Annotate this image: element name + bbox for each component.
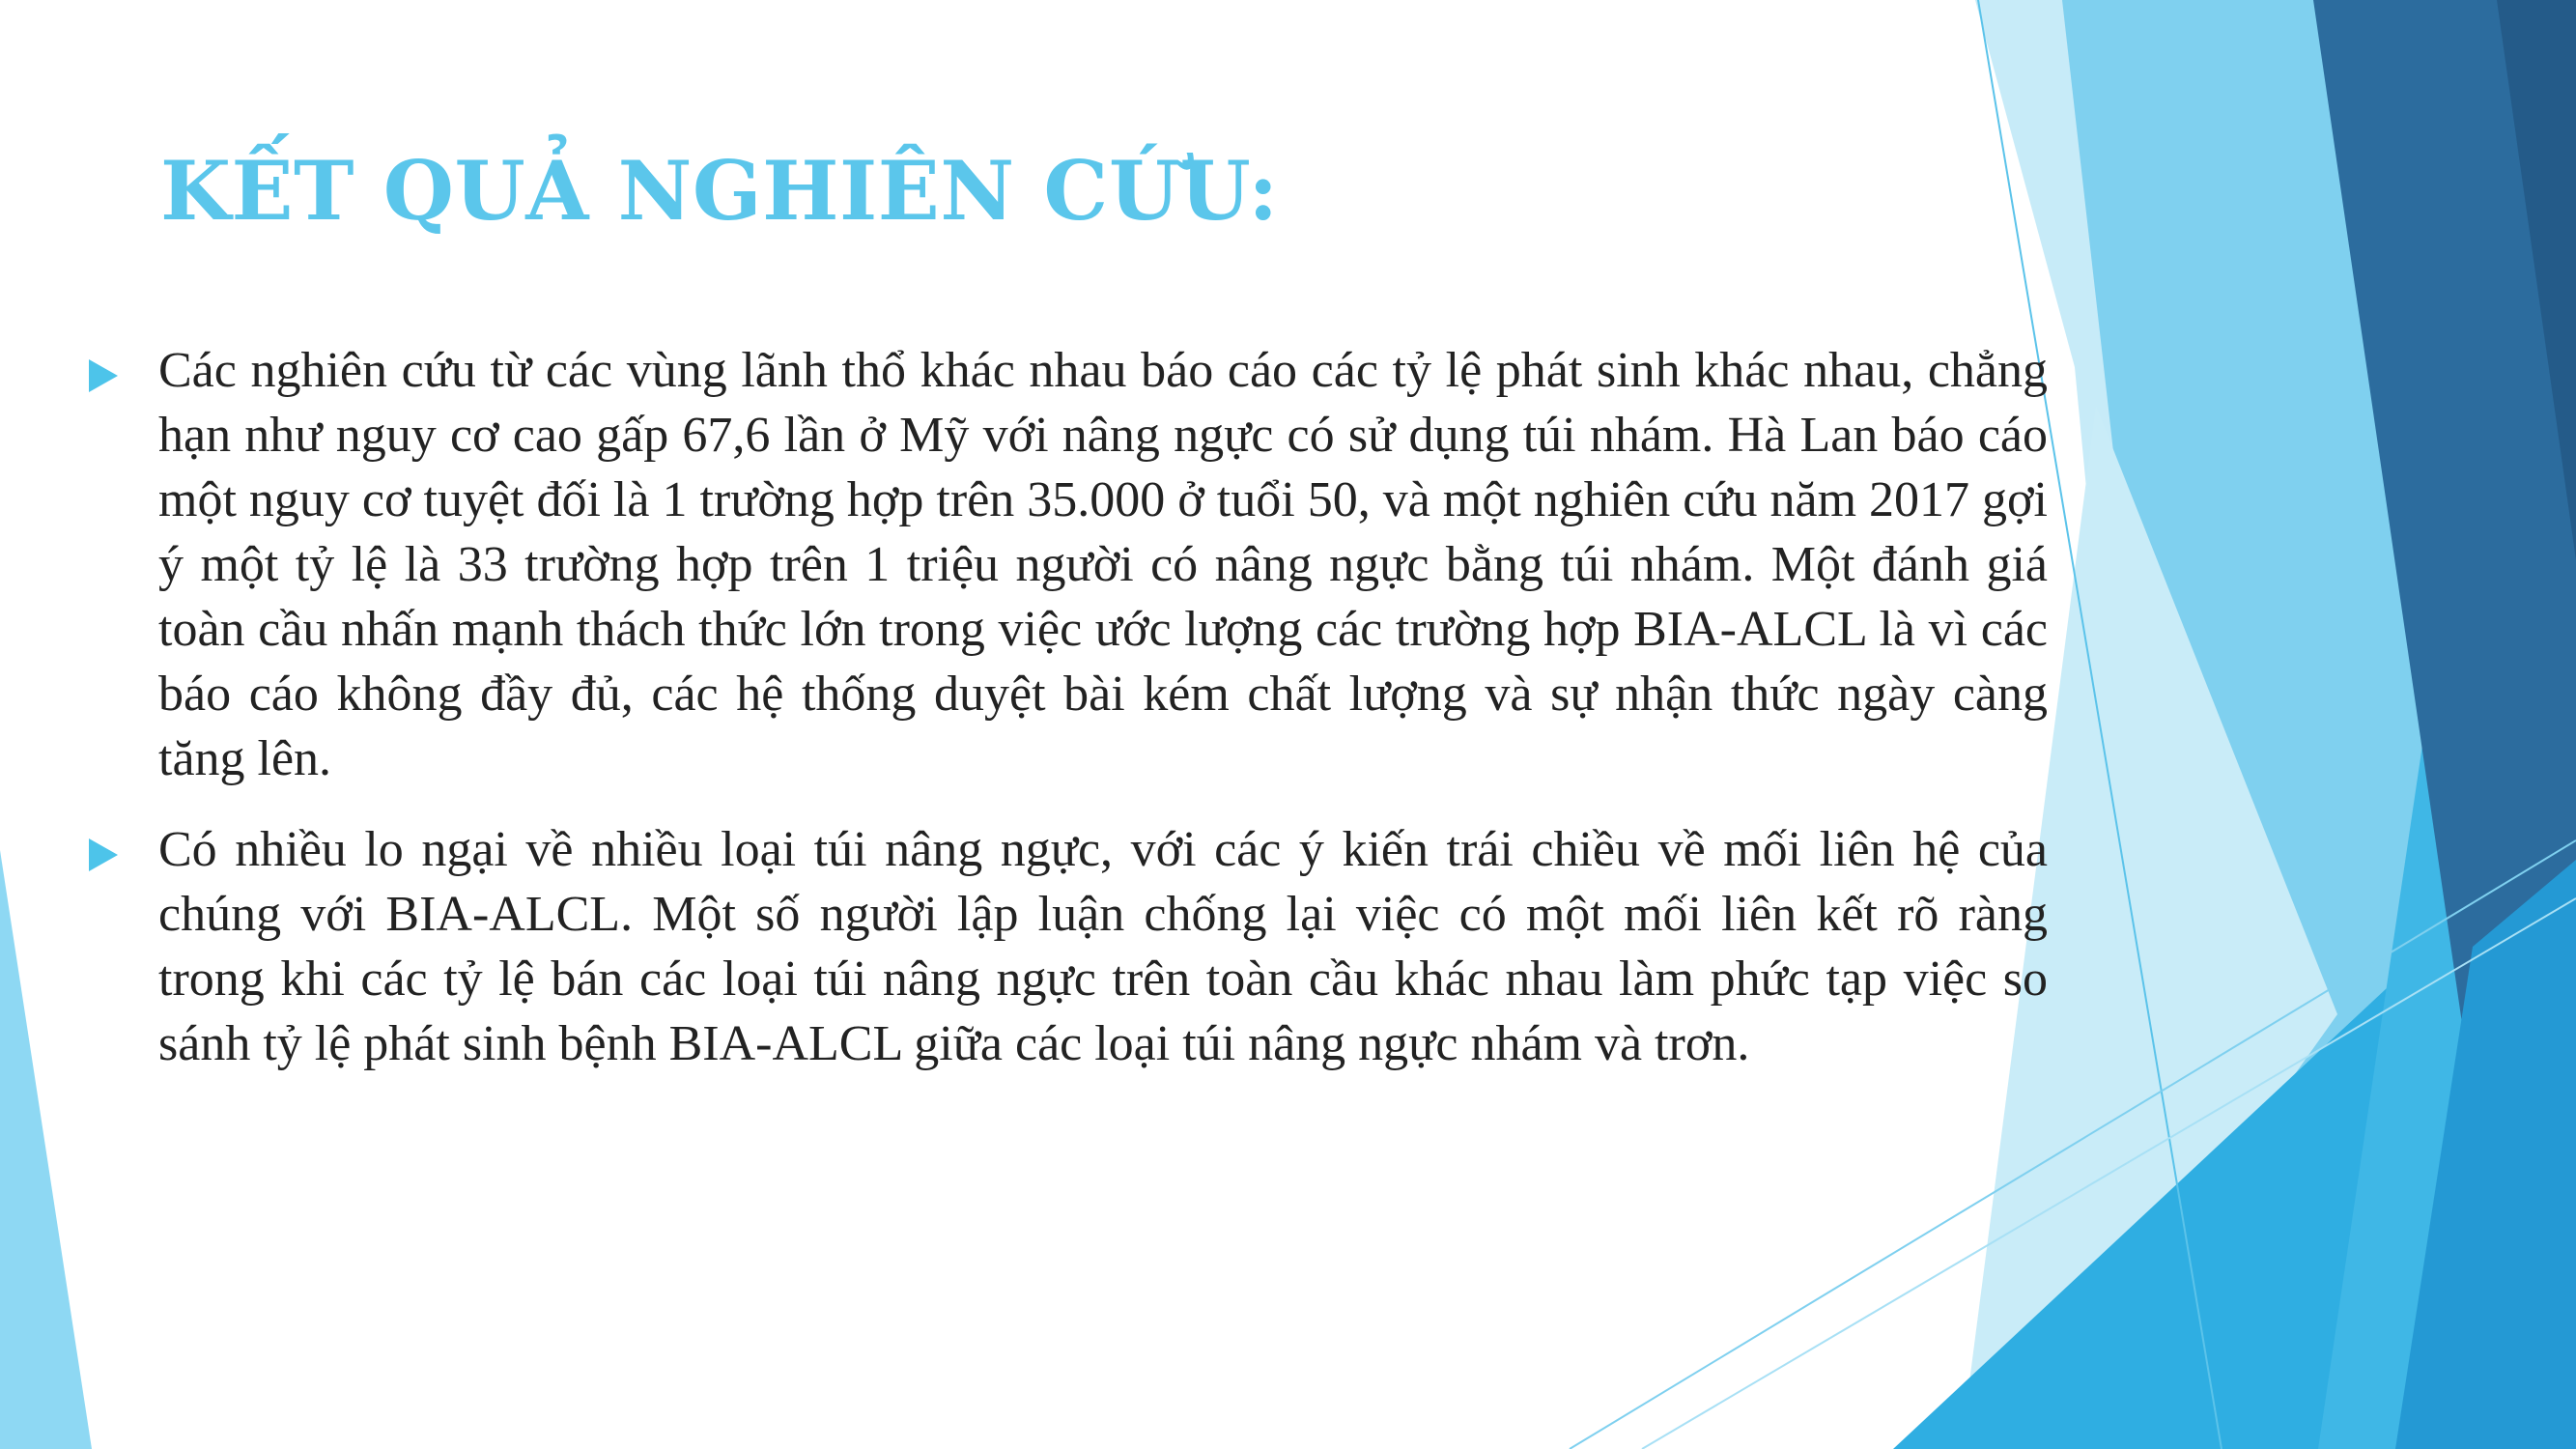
bullet-list (85, 338, 2048, 1076)
left-wedge-shape (0, 850, 92, 1449)
bullet-text: Có nhiều lo ngại về nhiều loại túi nâng ngực, với các ý kiến trái chiều về mối liên hệ của chúng với BIA-ALCL. Một số người lập luận chống lại việc có một mối liên kết rõ ràng trong khi các tỷ lệ bán các loại túi nâng ngực trên toàn cầu khác nhau làm phức tạp việc so sánh tỷ lệ phát sinh bệnh BIA-ALCL giữa các loại túi nâng ngực nhám và trơn. (158, 822, 2048, 1071)
bullet-arrow-icon (89, 359, 118, 392)
bullet-arrow-icon (89, 838, 118, 871)
bullet-text: Các nghiên cứu từ các vùng lãnh thổ khác nhau báo cáo các tỷ lệ phát sinh khác nhau, chẳng hạn như nguy cơ cao gấp 67,6 lần ở Mỹ với nâng ngực có sử dụng túi nhám. Hà Lan báo cáo một nguy cơ tuyệt đối là 1 trường hợp trên 35.000 ở tuổi 50, và một nghiên cứu năm 2017 gợi ý một tỷ lệ là 33 trường hợp trên 1 triệu người có nâng ngực bằng túi nhám. Một đánh giá toàn cầu nhấn mạnh thách thức lớn trong việc ước lượng các trường hợp BIA-ALCL là vì các báo cáo không đầy đủ, các hệ thống duyệt bài kém chất lượng và sự nhận thức ngày càng tăng lên. (158, 343, 2048, 786)
bullet-item (85, 338, 2048, 791)
slide-title: KẾT QUẢ NGHIÊN CỨU: (160, 143, 1279, 239)
bullet-item (85, 817, 2048, 1076)
